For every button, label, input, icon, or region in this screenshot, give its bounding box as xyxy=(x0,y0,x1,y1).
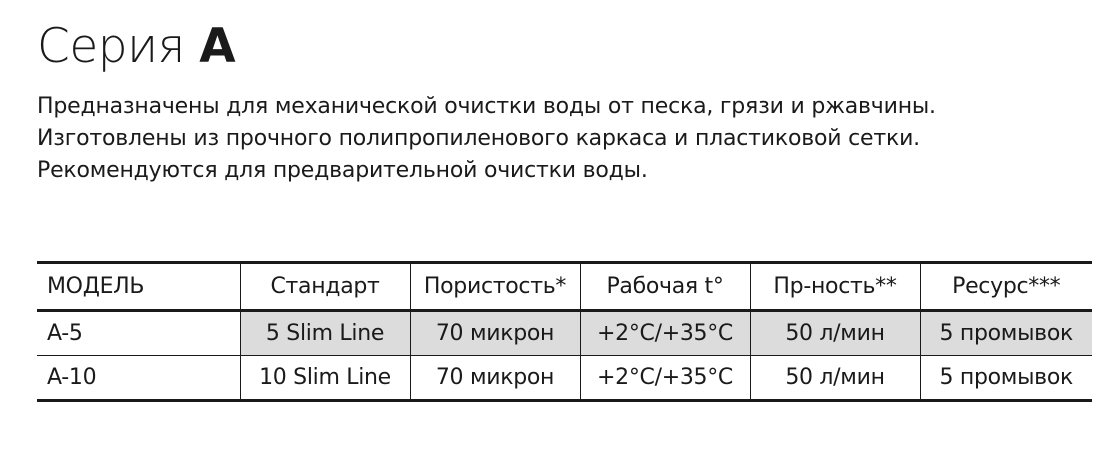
header-porosity: Пористость* xyxy=(410,263,580,311)
table-row xyxy=(37,356,1092,401)
table-row xyxy=(37,311,1092,356)
table-header-row xyxy=(37,263,1092,311)
cell-resource: 5 промывок xyxy=(920,311,1092,356)
cell-model: A-5 xyxy=(37,311,240,356)
description-line: Предназначены для механической очистки воды от песка, грязи и ржавчины. xyxy=(37,94,936,119)
title-series-letter: A xyxy=(199,19,236,74)
specs-table xyxy=(37,261,1092,402)
cell-throughput: 50 л/мин xyxy=(750,311,920,356)
cell-throughput: 50 л/мин xyxy=(750,356,920,401)
title-prefix: Серия xyxy=(37,19,185,74)
cell-working-temp: +2°C/+35°C xyxy=(580,311,750,356)
cell-standard: 10 Slim Line xyxy=(240,356,410,401)
cell-model: A-10 xyxy=(47,365,97,390)
header-model: МОДЕЛЬ xyxy=(47,274,145,299)
page-title xyxy=(37,18,235,76)
cell-resource: 5 промывок xyxy=(920,356,1092,401)
cell-standard: 5 Slim Line xyxy=(240,311,410,356)
header-throughput: Пр-ность** xyxy=(750,263,920,311)
header-resource: Ресурс*** xyxy=(920,263,1092,311)
specs-table-container xyxy=(37,261,1092,402)
cell-porosity: 70 микрон xyxy=(410,311,580,356)
description-line: Изготовлены из прочного полипропиленового каркаса и пластиковой сетки. xyxy=(37,126,920,151)
cell-porosity: 70 микрон xyxy=(410,356,580,401)
description xyxy=(37,91,1097,187)
header-standard: Стандарт xyxy=(240,263,410,311)
cell-working-temp: +2°C/+35°C xyxy=(580,356,750,401)
description-line: Рекомендуются для предварительной очистки воды. xyxy=(37,158,648,183)
header-working-temp: Рабочая t° xyxy=(580,263,750,311)
